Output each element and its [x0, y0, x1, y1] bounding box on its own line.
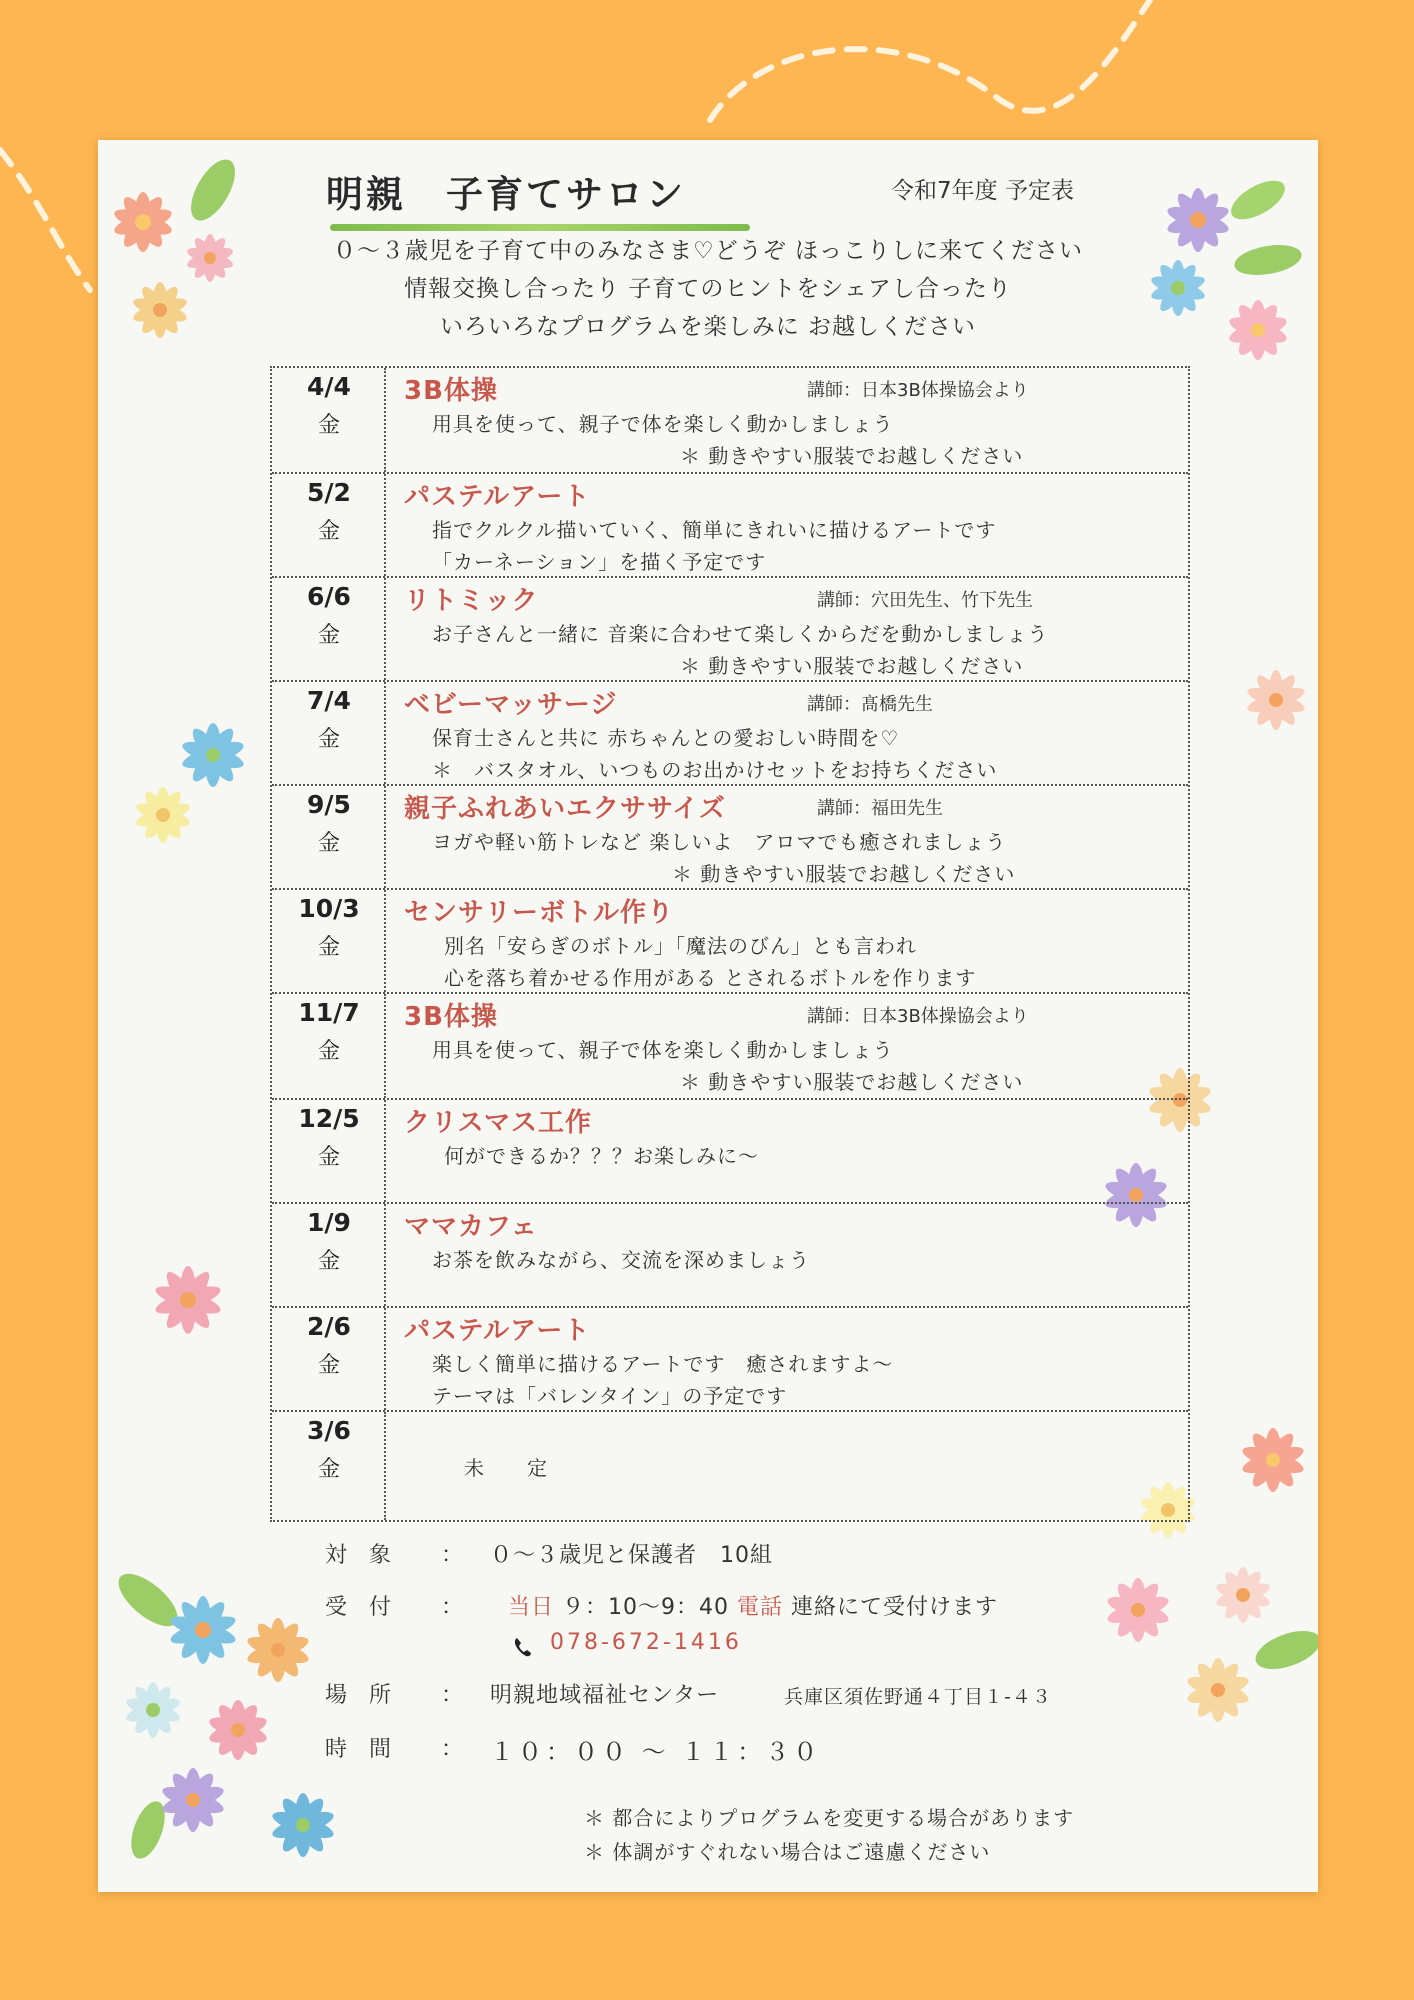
- schedule-row: [272, 368, 1188, 474]
- info-time: [98, 1732, 1318, 1772]
- info-place: [98, 1678, 1318, 1718]
- event-weekday: 金: [317, 1039, 340, 1064]
- program-title: ママカフェ: [404, 1212, 538, 1242]
- program-desc: お茶を飲みながら、交流を深めましょう: [432, 1248, 810, 1272]
- info-label: 受付: [325, 1595, 414, 1620]
- flower-pink-left-icon: [138, 1250, 238, 1350]
- event-weekday: 金: [317, 623, 340, 648]
- date-cell: [272, 1308, 386, 1410]
- instructor: 講師：日本3B体操協会より: [807, 1006, 1029, 1027]
- info-colon: ：: [441, 1595, 464, 1620]
- date-cell: [272, 994, 386, 1098]
- program-desc: 用具を使って、親子で体を楽しく動かしましょう: [432, 412, 894, 436]
- title-row: [326, 164, 1226, 224]
- schedule-row: [272, 1100, 1188, 1204]
- event-date: 10/3: [298, 894, 360, 923]
- schedule-row: [272, 890, 1188, 994]
- program-desc: テーマは「バレンタイン」の予定です: [432, 1384, 788, 1408]
- program-note: ＊ 動きやすい服装でお越しください: [672, 862, 1016, 886]
- instructor: 講師：髙橋先生: [807, 694, 933, 715]
- program-desc: 用具を使って、親子で体を楽しく動かしましょう: [432, 1038, 894, 1062]
- event-weekday: 金: [317, 1145, 340, 1170]
- program-title: クリスマス工作: [404, 1108, 592, 1138]
- program-title: 親子ふれあいエクササイズ: [404, 794, 726, 824]
- event-weekday: 金: [317, 831, 340, 856]
- info-phone: [98, 1630, 1318, 1670]
- program-note: ＊ バスタオル、いつものお出かけセットをお持ちください: [432, 758, 998, 782]
- event-date: 6/6: [307, 582, 351, 611]
- event-date: 5/2: [307, 478, 351, 507]
- date-cell: [272, 682, 386, 784]
- event-date: 4/4: [307, 372, 351, 401]
- program-desc: 保育士さんと共に 赤ちゃんとの愛おしい時間を♡: [432, 726, 900, 750]
- program-title: センサリーボトル作り: [404, 898, 675, 928]
- reception-day: 当日: [508, 1595, 555, 1620]
- info-reception: [98, 1590, 1318, 1630]
- event-date: 7/4: [307, 686, 351, 715]
- date-cell: [272, 578, 386, 680]
- event-date: 12/5: [298, 1104, 360, 1133]
- program-desc: 別名「安らぎのボトル」「魔法のびん」とも言われ: [444, 934, 917, 958]
- phone-number: 078-672-1416: [550, 1630, 742, 1655]
- reception-rest: 連絡にて受付けます: [791, 1595, 999, 1620]
- program-title: パステルアート: [404, 1316, 591, 1346]
- program-desc: 心を落ち着かせる作用がある とされるボトルを作ります: [444, 966, 977, 990]
- program-title: ベビーマッサージ: [404, 690, 618, 720]
- event-weekday: 金: [317, 519, 340, 544]
- info-target: [98, 1538, 1318, 1578]
- info-colon: ：: [441, 1543, 464, 1568]
- info-label: 時間: [325, 1737, 414, 1762]
- info-value: ０～３歳児と保護者 10組: [490, 1543, 773, 1568]
- program-desc: お子さんと一緒に 音楽に合わせて楽しくからだを動かしましょう: [432, 622, 1049, 646]
- program-note: ＊ 動きやすい服装でお越しください: [680, 1070, 1024, 1094]
- footnote: ＊ 都合によりプログラムを変更する場合があります: [584, 1806, 1075, 1830]
- instructor: 講師：日本3B体操協会より: [807, 380, 1029, 401]
- page-title: 明親 子育てサロン: [326, 173, 686, 216]
- schedule-row: [272, 786, 1188, 890]
- reception-time: ９：10～9：40: [562, 1595, 730, 1620]
- time-value: １０：００ ～ １１：３０: [490, 1738, 822, 1766]
- footnote: ＊ 体調がすぐれない場合はご遠慮ください: [584, 1840, 991, 1864]
- event-weekday: 金: [317, 1457, 340, 1482]
- program-note: ＊ 動きやすい服装でお越しください: [680, 444, 1024, 468]
- program-desc: 指でクルクル描いていく、簡単にきれいに描けるアートです: [432, 518, 997, 542]
- reception-phone-word: 電話: [737, 1595, 784, 1620]
- intro-line-3: いろいろなプログラムを楽しみに お越しください: [439, 314, 977, 340]
- program-desc: ヨガや軽い筋トレなど 楽しいよ アロマでも癒されましょう: [432, 830, 1007, 854]
- instructor: 講師：福田先生: [817, 798, 943, 819]
- schedule-row: [272, 578, 1188, 682]
- program-desc: 「カーネーション」を描く予定です: [432, 550, 767, 574]
- date-cell: [272, 1204, 386, 1306]
- event-weekday: 金: [317, 935, 340, 960]
- flyer-paper: [98, 140, 1318, 1892]
- event-date: 9/5: [307, 790, 351, 819]
- info-label: 場所: [325, 1683, 414, 1708]
- program-desc: 楽しく簡単に描けるアートです 癒されますよ～: [432, 1352, 894, 1376]
- program-note: ＊ 動きやすい服装でお越しください: [680, 654, 1024, 678]
- date-cell: [272, 1100, 386, 1202]
- place-address: 兵庫区須佐野通４丁目１-４３: [784, 1686, 1052, 1708]
- info-label: 対象: [325, 1543, 414, 1568]
- schedule-row: [272, 1308, 1188, 1412]
- schedule-row: [272, 474, 1188, 578]
- event-date: 1/9: [307, 1208, 351, 1237]
- event-date: 2/6: [307, 1312, 351, 1341]
- program-title: パステルアート: [404, 482, 591, 512]
- info-colon: ：: [441, 1683, 464, 1708]
- phone-icon: [513, 1636, 533, 1658]
- event-weekday: 金: [317, 1249, 340, 1274]
- schedule-row: [272, 994, 1188, 1100]
- event-weekday: 金: [317, 727, 340, 752]
- title-underline: [330, 224, 750, 231]
- event-weekday: 金: [317, 1353, 340, 1378]
- schedule-table: [270, 366, 1190, 1522]
- date-cell: [272, 1412, 386, 1520]
- program-title: リトミック: [404, 586, 539, 616]
- event-weekday: 金: [317, 413, 340, 438]
- program-undecided: 未 定: [464, 1456, 548, 1480]
- event-date: 11/7: [298, 998, 360, 1027]
- date-cell: [272, 786, 386, 888]
- program-title: 3B体操: [404, 1002, 498, 1032]
- schedule-row: [272, 682, 1188, 786]
- date-cell: [272, 890, 386, 992]
- event-date: 3/6: [307, 1416, 351, 1445]
- reception-details: [508, 1590, 998, 1621]
- program-desc: 何ができるか？？？お楽しみに～: [444, 1144, 759, 1168]
- date-cell: [272, 368, 386, 472]
- intro-line-1: ０～３歳児を子育て中のみなさま♡どうぞ ほっこりしに来てください: [333, 238, 1083, 264]
- year-label: 令和7年度 予定表: [891, 178, 1074, 204]
- schedule-row: [272, 1412, 1188, 1520]
- place-name: 明親地域福祉センター: [490, 1683, 720, 1708]
- schedule-row: [272, 1204, 1188, 1308]
- instructor: 講師：穴田先生、竹下先生: [817, 590, 1033, 611]
- program-title: 3B体操: [404, 376, 498, 406]
- date-cell: [272, 474, 386, 576]
- info-colon: ：: [441, 1737, 464, 1762]
- intro-line-2: 情報交換し合ったり 子育てのヒントをシェアし合ったり: [404, 276, 1012, 302]
- flower-cluster-left-middle-icon: [118, 710, 258, 870]
